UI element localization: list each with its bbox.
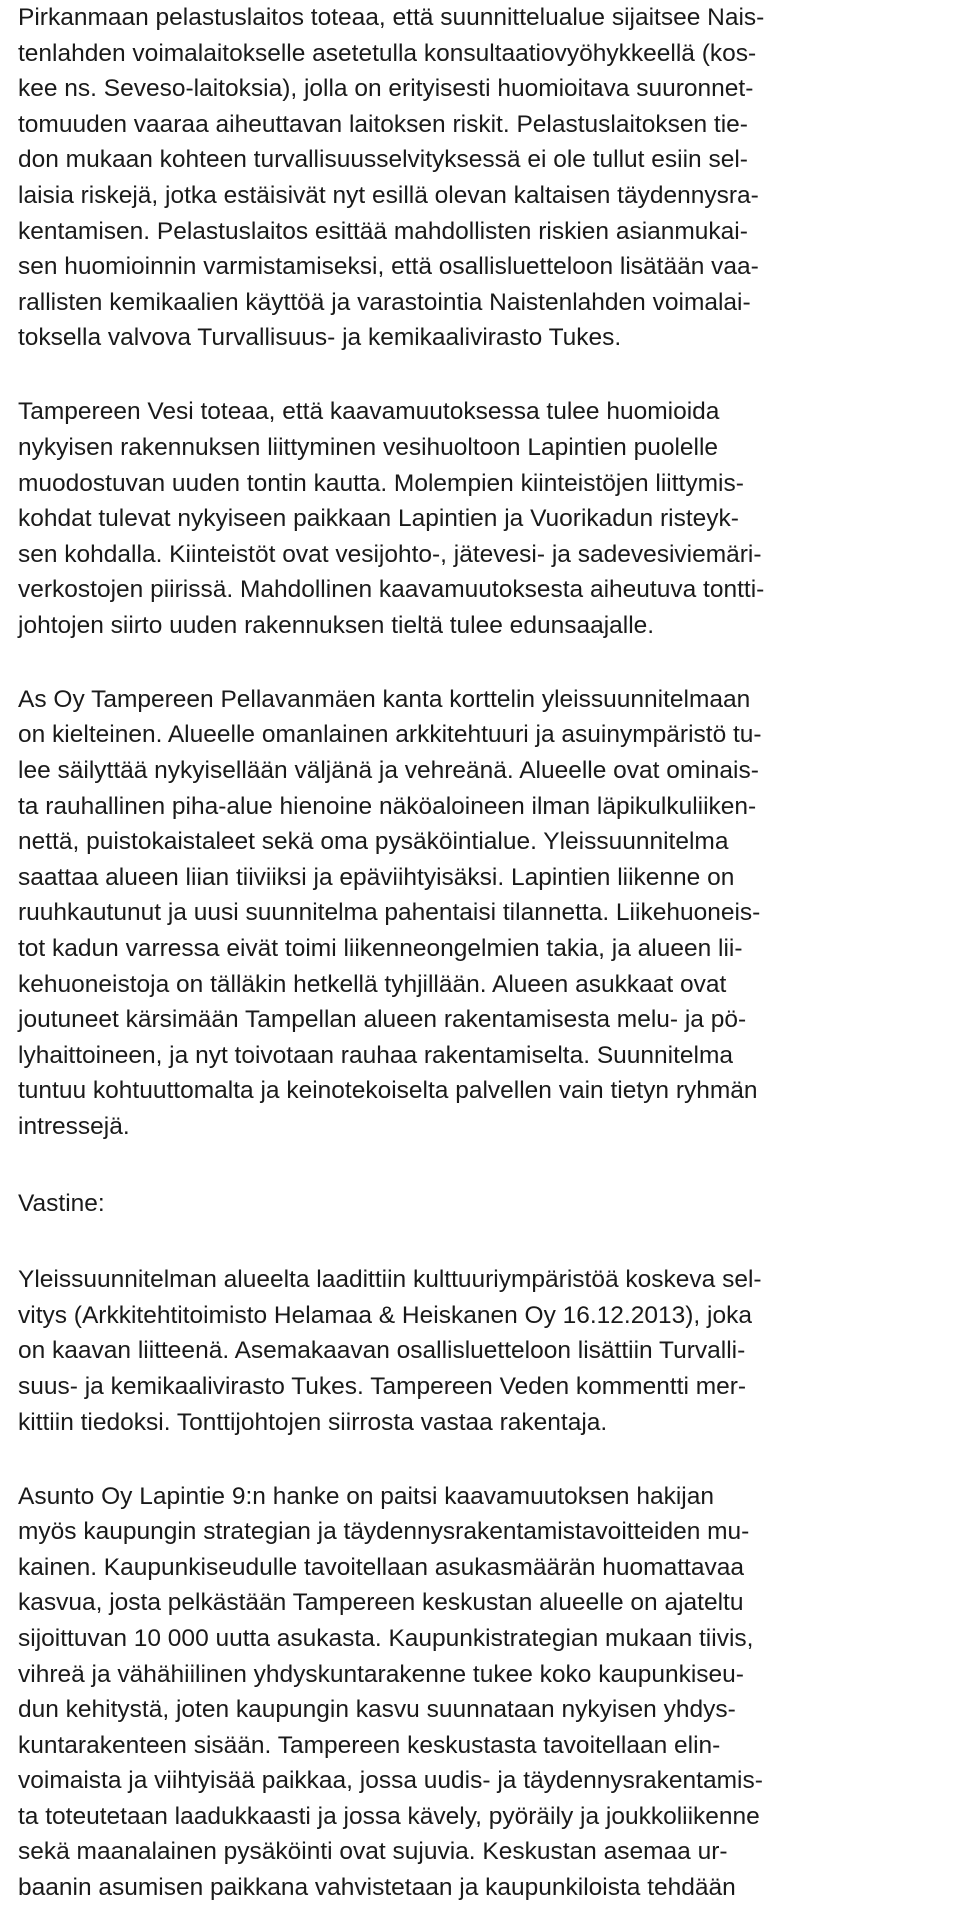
text-line: sen huomioinnin varmistamiseksi, että osallisluetteloon lisätään vaa- [18,253,759,281]
text-line: suus- ja kemikaalivirasto Tukes. Tampereen Veden kommentti mer- [18,1372,747,1400]
text-line: kuntarakenteen sisään. Tampereen keskustasta tavoitellaan elin- [18,1731,721,1759]
text-line: joutuneet kärsimään Tampellan alueen rakentamisesta melu- ja pö- [18,1006,747,1034]
text-line: ruuhkautunut ja uusi suunnitelma pahentaisi tilannetta. Liikehuoneis- [18,899,761,927]
text-line: dun kehitystä, joten kaupungin kasvu suunnataan nykyisen yhdys- [18,1696,736,1724]
text-line: As Oy Tampereen Pellavanmäen kanta korttelin yleissuunnitelmaan [18,685,751,713]
paragraph-pelastuslaitos [18,0,948,356]
text-line: tomuuden vaaraa aiheuttavan laitoksen riskit. Pelastuslaitoksen tie- [18,110,748,138]
text-line: Tampereen Vesi toteaa, että kaavamuutoksessa tulee huomioida [18,398,720,426]
text-line: kee ns. Seveso-laitoksia), jolla on erityisesti huomioitava suuronnet- [18,75,754,103]
text-line: voimaista ja viihtyisää paikkaa, jossa uudis- ja täydennysrakentamis- [18,1767,763,1795]
document-page [18,0,948,1906]
text-line: lee säilyttää nykyisellään väljänä ja vehreänä. Alueelle ovat ominais- [18,757,759,785]
text-line: on kaavan liitteenä. Asemakaavan osallisluetteloon lisättiin Turvalli- [18,1337,746,1365]
paragraph-lapintie [18,1479,948,1906]
text-line: sekä maanalainen pysäköinti ovat sujuvia. Keskustan asemaa ur- [18,1838,728,1866]
text-line: rallisten kemikaalien käyttöä ja varastointia Naistenlahden voimalai- [18,288,751,316]
text-line: verkostojen piirissä. Mahdollinen kaavamuutoksesta aiheutuva tontti- [18,576,765,604]
text-line: myös kaupungin strategian ja täydennysrakentamistavoitteiden mu- [18,1518,750,1546]
text-line: nettä, puistokaistaleet sekä oma pysäköintialue. Yleissuunnitelma [18,828,729,856]
text-line: baanin asumisen paikkana vahvistetaan ja kaupunkiloista tehdään [18,1874,736,1902]
text-line: tot kadun varressa eivät toimi liikenneongelmien takia, ja alueen lii- [18,935,743,963]
text-line: kentamisen. Pelastuslaitos esittää mahdollisten riskien asianmukai- [18,217,748,245]
paragraph-gap [18,1145,948,1186]
text-line: nykyisen rakennuksen liittyminen vesihuoltoon Lapintien puolelle [18,433,719,461]
paragraph-gap [18,1221,948,1262]
text-line: johtojen siirto uuden rakennuksen tieltä tulee edunsaajalle. [18,611,655,639]
text-line: Asunto Oy Lapintie 9:n hanke on paitsi kaavamuutoksen hakijan [18,1482,714,1510]
text-line: laisia riskejä, jotka estäisivät nyt esillä olevan kaltaisen täydennysra- [18,181,759,209]
text-line: don mukaan kohteen turvallisuusselvityksessä ei ole tullut esiin sel- [18,146,748,174]
text-line: kittiin tiedoksi. Tonttijohtojen siirrosta vastaa rakentaja. [18,1408,608,1436]
text-line: Vastine: [18,1189,105,1217]
text-line: on kielteinen. Alueelle omanlainen arkkitehtuuri ja asuinympäristö tu- [18,721,762,749]
paragraph-gap [18,356,948,394]
paragraph-gap [18,643,948,681]
text-line: tuntuu kohtuuttomalta ja keinotekoiselta palvellen vain tietyn ryhmän [18,1077,758,1105]
text-line: intressejä. [18,1113,130,1140]
text-line: kasvua, josta pelkästään Tampereen keskustan alueelle on ajateltu [18,1589,744,1617]
section-heading-vastine [18,1186,948,1222]
paragraph-tampereen-vesi [18,394,948,643]
paragraph-gap [18,1440,948,1478]
text-line: tenlahden voimalaitokselle asetetulla konsultaatiovyöhykkeellä (kos- [18,39,757,67]
text-line: kehuoneistoja on tälläkin hetkellä tyhjillään. Alueen asukkaat ovat [18,970,727,998]
text-line: ta toteutetaan laadukkaasti ja jossa kävely, pyöräily ja joukkoliikenne [18,1802,760,1830]
text-line: saattaa alueen liian tiiviiksi ja epäviihtyisäksi. Lapintien liikenne on [18,863,735,891]
paragraph-vastine-response [18,1262,948,1440]
text-line: sijoittuvan 10 000 uutta asukasta. Kaupunkistrategian mukaan tiivis, [18,1624,754,1652]
paragraph-pellavanmaki [18,682,948,1145]
text-line: Pirkanmaan pelastuslaitos toteaa, että suunnittelualue sijaitsee Nais- [18,4,765,31]
text-line: kohdat tulevat nykyiseen paikkaan Lapintien ja Vuorikadun risteyk- [18,505,739,533]
text-line: lyhaittoineen, ja nyt toivotaan rauhaa rakentamiselta. Suunnitelma [18,1041,734,1069]
text-line: kainen. Kaupunkiseudulle tavoitellaan asukasmäärän huomattavaa [18,1553,744,1581]
text-line: muodostuvan uuden tontin kautta. Molempien kiinteistöjen liittymis- [18,469,744,497]
text-line: toksella valvova Turvallisuus- ja kemikaalivirasto Tukes. [18,324,622,352]
text-line: sen kohdalla. Kiinteistöt ovat vesijohto-, jätevesi- ja sadevesiviemäri- [18,540,762,568]
text-line: vitys (Arkkitehtitoimisto Helamaa & Heiskanen Oy 16.12.2013), joka [18,1301,752,1329]
text-line: Yleissuunnitelman alueelta laadittiin kulttuuriympäristöä koskeva sel- [18,1266,762,1294]
text-line: ta rauhallinen piha-alue hienoine näköaloineen ilman läpikulkuliiken- [18,792,757,820]
text-line: vihreä ja vähähiilinen yhdyskuntarakenne tukee koko kaupunkiseu- [18,1660,744,1688]
